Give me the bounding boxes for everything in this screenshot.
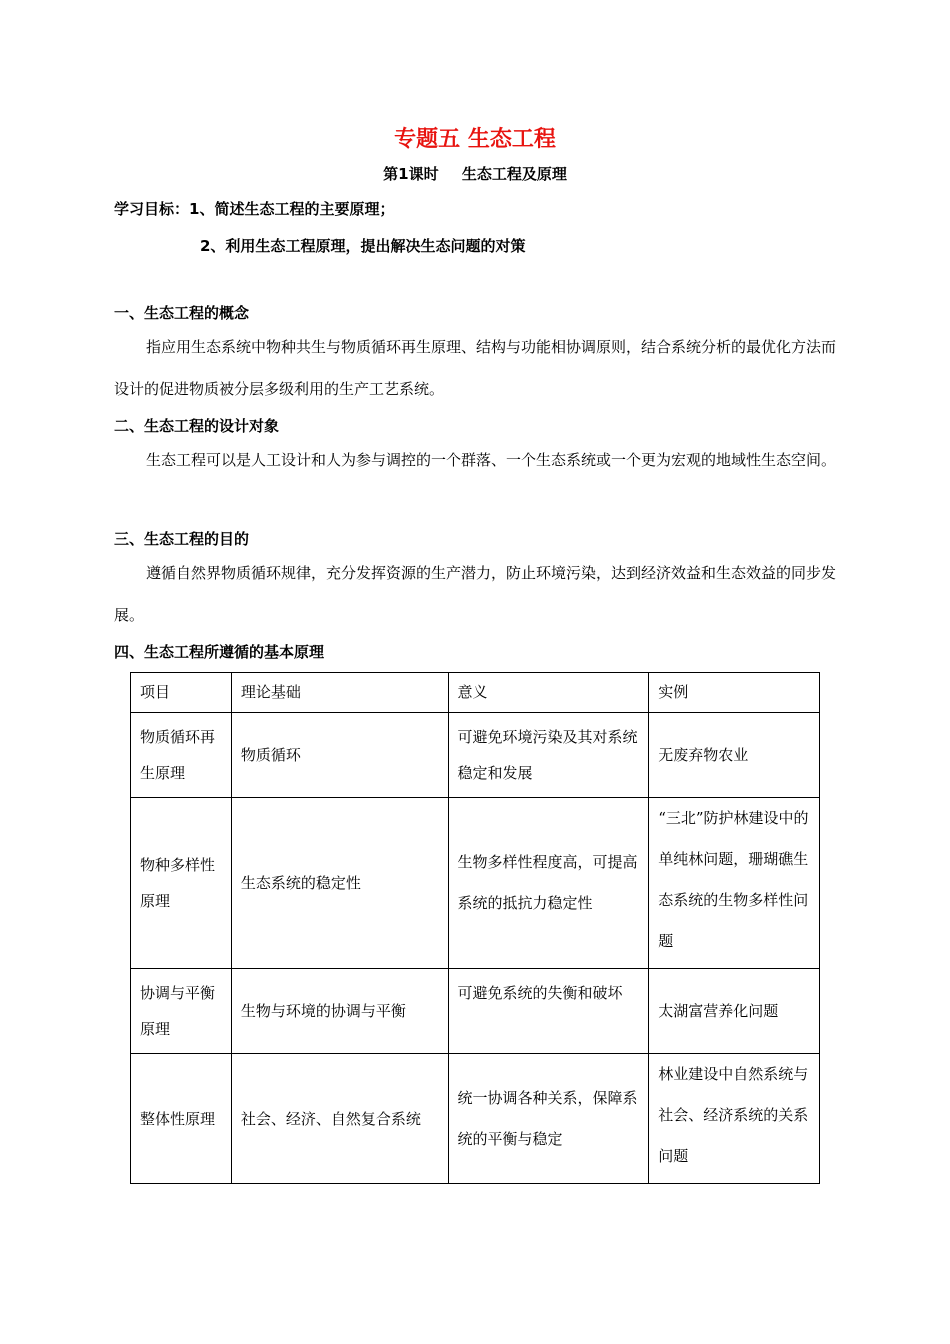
table-cell: 物种多样性原理 [131, 798, 232, 969]
section-1-body: 指应用生态系统中物种共生与物质循环再生原理、结构与功能相协调原则，结合系统分析的最优化方法而设计的促进物质被分层多级利用的生产工艺系统。 [114, 338, 837, 398]
objective-line-2: 2、利用生态工程原理，提出解决生态问题的对策 [200, 237, 526, 255]
section-4-heading: 四、生态工程所遵循的基本原理 [114, 643, 325, 661]
table-cell: 可避免环境污染及其对系统稳定和发展 [448, 713, 649, 798]
table-cell: 无废弃物农业 [649, 713, 820, 798]
header-cell-basis: 理论基础 [231, 673, 448, 713]
table-header-row [131, 673, 820, 713]
section-2-body: 生态工程可以是人工设计和人为参与调控的一个群落、一个生态系统或一个更为宏观的地域性生态空间。 [146, 451, 837, 469]
table-cell: 可避免系统的失衡和破坏 [448, 969, 649, 1054]
table-cell: “三北”防护林建设中的单纯林问题，珊瑚礁生态系统的生物多样性问题 [649, 798, 820, 969]
table-cell: 太湖富营养化问题 [649, 969, 820, 1054]
table-cell: 整体性原理 [131, 1054, 232, 1184]
table-row [131, 969, 820, 1054]
objective-line-1: 学习目标：1、简述生态工程的主要原理； [114, 200, 395, 218]
table-row [131, 1054, 820, 1184]
section-1-heading: 一、生态工程的概念 [114, 304, 250, 322]
header-cell-example: 实例 [649, 673, 820, 713]
table-cell: 统一协调各种关系，保障系统的平衡与稳定 [448, 1054, 649, 1184]
table-cell: 协调与平衡原理 [131, 969, 232, 1054]
table-cell: 物质循环 [231, 713, 448, 798]
table-cell: 生态系统的稳定性 [231, 798, 448, 969]
table-cell: 林业建设中自然系统与社会、经济系统的关系问题 [649, 1054, 820, 1184]
section-3-body: 遵循自然界物质循环规律，充分发挥资源的生产潜力，防止环境污染，达到经济效益和生态效益的同步发展。 [114, 564, 837, 624]
section-3-heading: 三、生态工程的目的 [114, 530, 250, 548]
table-cell: 社会、经济、自然复合系统 [231, 1054, 448, 1184]
principles-table [130, 672, 820, 1184]
table-cell: 生物与环境的协调与平衡 [231, 969, 448, 1054]
section-2-heading: 二、生态工程的设计对象 [114, 417, 280, 435]
table-cell: 生物多样性程度高，可提高系统的抵抗力稳定性 [448, 798, 649, 969]
header-cell-item: 项目 [131, 673, 232, 713]
table-row [131, 713, 820, 798]
table-cell: 物质循环再生原理 [131, 713, 232, 798]
page-title: 专题五 生态工程 [394, 127, 556, 152]
lesson-subtitle: 第1课时 生态工程及原理 [383, 165, 567, 183]
header-cell-meaning: 意义 [448, 673, 649, 713]
table-row [131, 798, 820, 969]
